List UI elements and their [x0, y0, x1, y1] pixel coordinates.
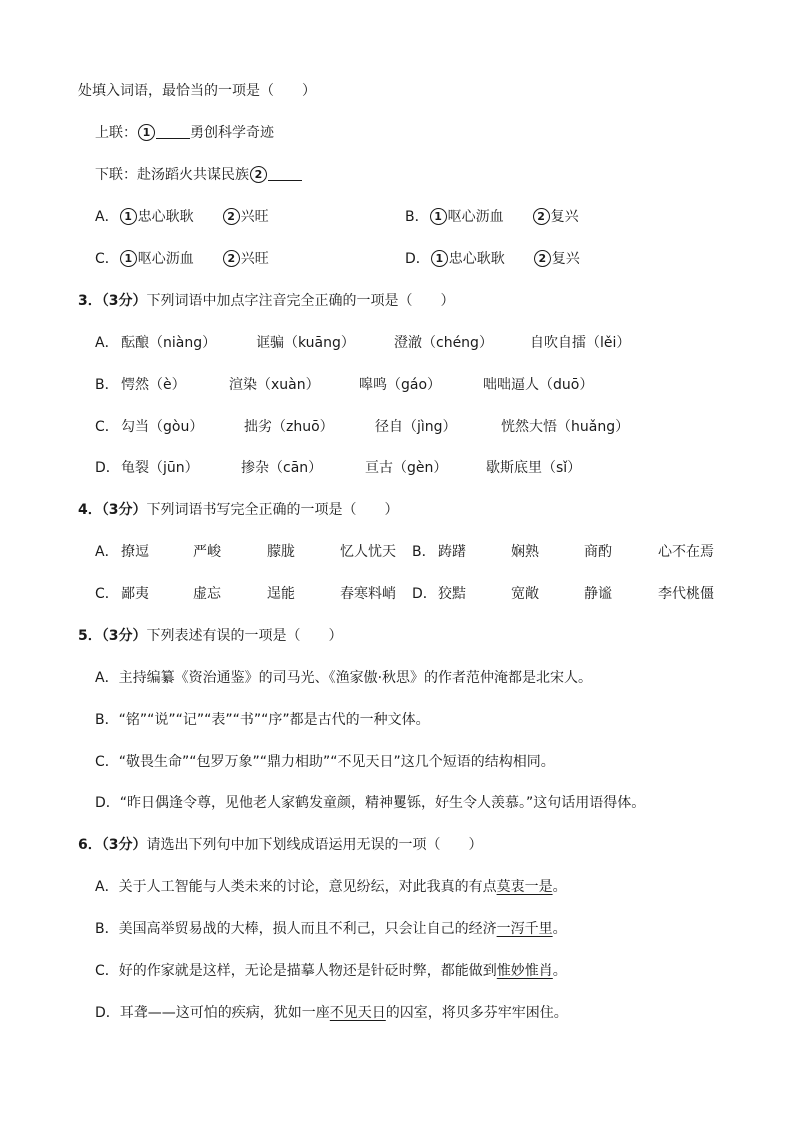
question-text: 下列词语书写完全正确的一项是（ ） — [146, 502, 399, 518]
option-word: 忆人忧天 — [340, 544, 396, 560]
option-word: 严峻 — [193, 544, 221, 560]
option-item: 愕然（è） — [121, 377, 186, 393]
option-item: 自吹自擂（lěi） — [530, 335, 631, 351]
option-item: 嗥鸣（gáo） — [359, 377, 442, 393]
circled-number: 2 — [533, 208, 550, 225]
option-item: 恍然大悟（huǎng） — [501, 419, 630, 435]
option-letter: D． — [95, 460, 120, 476]
circled-number: 2 — [534, 250, 551, 267]
option-word: 呕心沥血 — [137, 251, 194, 267]
underlined-idiom: 不见天日 — [329, 1005, 386, 1021]
q2-option-d[interactable] — [405, 249, 580, 269]
q4-stem — [78, 500, 398, 520]
circled-number: 1 — [120, 250, 137, 267]
option-text: B．美国高举贸易战的大棒，损人而且不利己，只会让自己的经济 — [95, 921, 497, 937]
option-text: C．好的作家就是这样，无论是描摹人物还是针砭时弊，都能做到 — [95, 963, 497, 979]
option-word: 李代桃僵 — [658, 586, 714, 602]
option-word: 静谧 — [584, 586, 612, 602]
option-text: 。 — [552, 963, 567, 979]
q5-option-a[interactable]: A．主持编纂《资治通鉴》的司马光、《渔家傲·秋思》的作者范仲淹都是北宋人。 — [95, 670, 593, 686]
circled-number: 1 — [138, 124, 155, 141]
option-item: 咄咄逼人（duō） — [483, 377, 594, 393]
option-item: 亘古（gèn） — [365, 460, 448, 476]
option-word: 呕心沥血 — [447, 209, 504, 225]
q2-option-c[interactable] — [95, 249, 269, 269]
option-text: 。 — [552, 921, 567, 937]
option-letter: B． — [412, 544, 436, 560]
option-word: 商酌 — [584, 544, 612, 560]
option-letter: C． — [95, 419, 119, 435]
option-letter: B． — [95, 377, 119, 393]
option-item: 渲染（xuàn） — [229, 377, 320, 393]
fill-blank — [268, 166, 302, 181]
option-item: 掺杂（cān） — [241, 460, 323, 476]
question-number: 3．（3分） — [78, 293, 147, 309]
couplet-bottom-label: 下联：赴汤蹈火共谋民族 — [95, 167, 249, 183]
option-letter: A． — [95, 335, 119, 351]
question-number: 6．（3分） — [78, 837, 147, 853]
option-letter: A． — [95, 544, 119, 560]
q2-option-b[interactable] — [405, 207, 579, 227]
option-word: 兴旺 — [240, 209, 269, 225]
option-letter: A． — [95, 209, 119, 225]
option-item: 歇斯底里（sǐ） — [486, 460, 582, 476]
circled-number: 1 — [430, 208, 447, 225]
option-letter: C． — [95, 586, 119, 602]
question-text: 下列表述有误的一项是（ ） — [146, 628, 343, 644]
q5-option-b[interactable]: B．“铭”“说”“记”“表”“书”“序”都是古代的一种文体。 — [95, 712, 430, 728]
question-number: 4．（3分） — [78, 502, 147, 518]
option-word: 虚忘 — [193, 586, 221, 602]
option-item: 拙劣（zhuō） — [244, 419, 334, 435]
option-item: 澄澈（chéng） — [394, 335, 493, 351]
option-letter: C． — [95, 251, 119, 267]
question-number: 5．（3分） — [78, 628, 147, 644]
option-word: 娴熟 — [511, 544, 539, 560]
option-word: 撩逗 — [121, 544, 149, 560]
q6-option-c[interactable] — [95, 961, 567, 981]
option-word: 忠心耿耿 — [137, 209, 194, 225]
question-text: 请选出下列句中加下划线成语运用无误的一项（ ） — [146, 837, 483, 853]
q6-option-b[interactable] — [95, 919, 567, 939]
option-item: 径自（jìng） — [375, 419, 457, 435]
option-word: 心不在焉 — [658, 544, 714, 560]
option-word: 踌躇 — [438, 544, 466, 560]
option-word: 朦胧 — [267, 544, 295, 560]
option-text: 。 — [552, 879, 567, 895]
underlined-idiom: 莫衷一是 — [496, 879, 553, 895]
option-text: 的囚室，将贝多芬牢牢困住。 — [385, 1005, 568, 1021]
q2-option-a[interactable] — [95, 207, 269, 227]
option-item: 龟裂（jūn） — [121, 460, 199, 476]
option-letter: B． — [405, 209, 429, 225]
option-word: 兴旺 — [240, 251, 269, 267]
circled-number: 1 — [431, 250, 448, 267]
q6-stem — [78, 835, 482, 855]
q6-option-d[interactable] — [95, 1003, 568, 1023]
circled-number: 2 — [223, 208, 240, 225]
fill-blank — [156, 124, 190, 139]
option-letter: D． — [412, 586, 437, 602]
option-text: A．关于人工智能与人类未来的讨论，意见纷纭，对此我真的有点 — [95, 879, 497, 895]
underlined-idiom: 一泻千里 — [496, 921, 553, 937]
option-item: 酝酿（niàng） — [121, 335, 217, 351]
option-word: 复兴 — [551, 251, 580, 267]
option-word: 狡黠 — [438, 586, 466, 602]
circled-number: 1 — [120, 208, 137, 225]
couplet-bottom-line — [95, 165, 302, 185]
option-word: 鄙夷 — [121, 586, 149, 602]
couplet-top-line — [95, 123, 274, 143]
option-letter: D． — [405, 251, 430, 267]
option-word: 复兴 — [550, 209, 579, 225]
q5-option-c[interactable]: C．“敬畏生命”“包罗万象”“鼎力相助”“不见天日”这几个短语的结构相同。 — [95, 754, 555, 770]
option-word: 春寒料峭 — [340, 586, 396, 602]
underlined-idiom: 惟妙惟肖 — [496, 963, 553, 979]
couplet-top-label: 上联： — [95, 125, 137, 141]
option-text: D．耳聋——这可怕的疾病，犹如一座 — [95, 1005, 330, 1021]
couplet-top-text: 勇创科学奇迹 — [190, 125, 274, 141]
q2-stem-continuation: 处填入词语，最恰当的一项是（ ） — [78, 83, 316, 99]
q3-stem — [78, 291, 454, 311]
circled-number: 2 — [250, 166, 267, 183]
option-word: 忠心耿耿 — [448, 251, 505, 267]
question-text: 下列词语中加点字注音完全正确的一项是（ ） — [146, 293, 455, 309]
q5-stem — [78, 626, 342, 646]
circled-number: 2 — [223, 250, 240, 267]
option-word: 逞能 — [267, 586, 295, 602]
q6-option-a[interactable] — [95, 877, 567, 897]
option-word: 宽敞 — [511, 586, 539, 602]
option-item: 诓骗（kuāng） — [256, 335, 355, 351]
option-item: 勾当（gòu） — [121, 419, 204, 435]
q5-option-d[interactable]: D．“昨日偶逢令尊，见他老人家鹤发童颜，精神矍铄，好生令人羡慕。”这句话用语得体。 — [95, 795, 646, 811]
